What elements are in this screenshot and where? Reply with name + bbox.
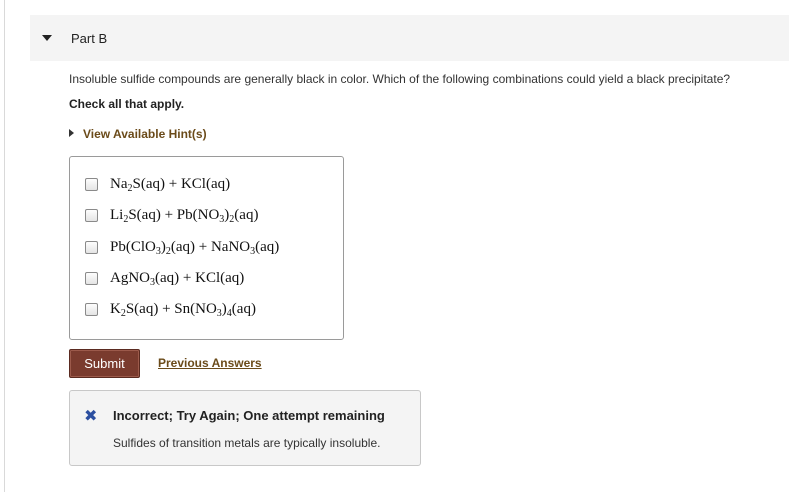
option-3-label: $Pb(ClO_3)_2(aq)$ + NaNO$_3$(aq) bbox=[110, 238, 280, 257]
feedback-title: Incorrect; Try Again; One attempt remaining bbox=[113, 408, 385, 423]
part-header[interactable] bbox=[30, 15, 789, 61]
expand-triangle-icon bbox=[69, 129, 74, 137]
question-text: Insoluble sulfide compounds are generally black in color. Which of the following combinations could yield a black precipitate? bbox=[69, 72, 731, 86]
incorrect-x-icon: ✖ bbox=[84, 406, 98, 425]
option-2[interactable] bbox=[85, 205, 258, 225]
instruction-text: Check all that apply. bbox=[69, 97, 185, 111]
option-1[interactable] bbox=[85, 174, 230, 194]
option-2-checkbox[interactable] bbox=[85, 209, 98, 222]
option-2-label: $Li_2S(aq) + Pb(NO_3)_2(aq)$ bbox=[110, 206, 259, 225]
feedback-message: Sulfides of transition metals are typically insoluble. bbox=[113, 436, 381, 450]
left-border bbox=[4, 0, 5, 492]
feedback-box bbox=[69, 390, 421, 466]
option-5-checkbox[interactable] bbox=[85, 303, 98, 316]
option-4[interactable] bbox=[85, 268, 244, 288]
option-1-checkbox[interactable] bbox=[85, 178, 98, 191]
hint-label: View Available Hint(s) bbox=[83, 127, 207, 141]
option-1-label: $Na_2S(aq) + KCl(aq)$ bbox=[110, 175, 231, 194]
previous-answers-link[interactable]: Previous Answers bbox=[158, 356, 262, 370]
option-4-checkbox[interactable] bbox=[85, 272, 98, 285]
part-title: Part B bbox=[71, 31, 108, 46]
option-3-checkbox[interactable] bbox=[85, 241, 98, 254]
view-hints-link[interactable] bbox=[69, 127, 207, 141]
answer-options-box bbox=[69, 156, 344, 340]
option-4-label: AgNO$_3$(aq) + KCl(aq) bbox=[110, 269, 245, 288]
option-3[interactable] bbox=[85, 237, 279, 257]
option-5-label: $K_2S(aq) + Sn(NO_3)_4(aq)$ bbox=[110, 300, 256, 319]
option-5[interactable] bbox=[85, 299, 256, 319]
collapse-caret-icon[interactable] bbox=[42, 35, 52, 41]
submit-button[interactable]: Submit bbox=[69, 349, 140, 378]
